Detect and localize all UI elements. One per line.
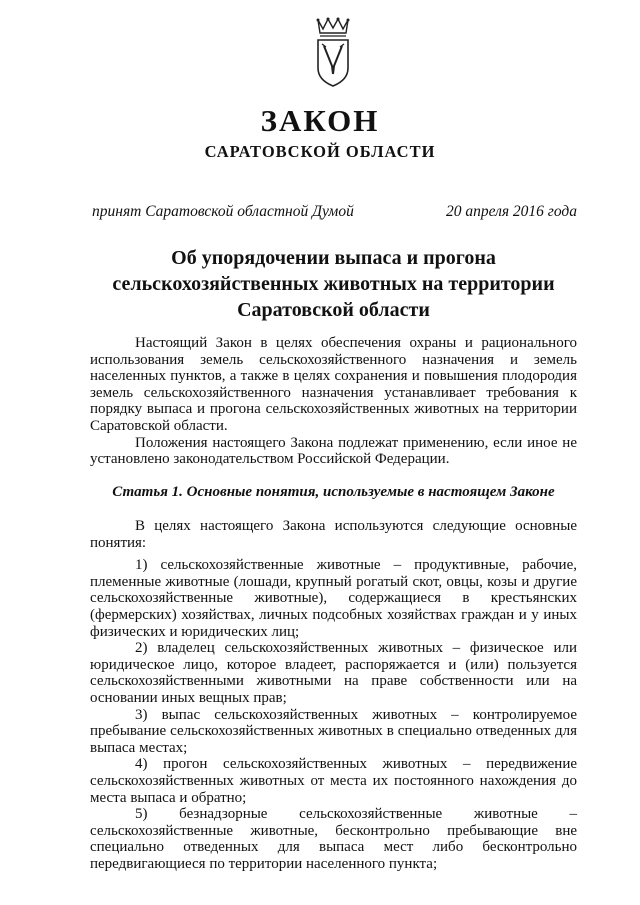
definition-item: 4) прогон сельскохозяйственных животных – передвижение сельскохозяйственных животных от места их постоянного нахождения до места выпаса и обратно; bbox=[90, 756, 577, 806]
adoption-date: 20 апреля 2016 года bbox=[445, 203, 577, 220]
saratov-coat-of-arms-icon bbox=[313, 16, 353, 88]
article-body bbox=[90, 518, 577, 872]
preamble bbox=[90, 335, 577, 468]
definition-item: 5) безнадзорные сельскохозяйственные животные – сельскохозяйственные животные, бесконтрольно пребывающие вне специально отведенных для выпаса мест либо бесконтрольно передвигающиеся по территории населенного пункта; bbox=[90, 806, 577, 872]
document-title-line: сельскохозяйственных животных на территории bbox=[112, 273, 555, 295]
law-subtitle: САРАТОВСКОЙ ОБЛАСТИ bbox=[204, 142, 436, 161]
preamble-paragraph: Положения настоящего Закона подлежат применению, если иное не установлено законодательством Российской Федерации. bbox=[90, 434, 577, 468]
document-title bbox=[90, 245, 577, 323]
article-intro: В целях настоящего Закона используются следующие основные понятия: bbox=[90, 518, 577, 551]
law-title: ЗАКОН bbox=[260, 103, 380, 138]
definition-item: 1) сельскохозяйственные животные – продуктивные, рабочие, племенные животные (лошади, крупный рогатый скот, овцы, козы и другие сельскохозяйственные животные), содержащиеся в крестьянских (фермерских) хозяйствах, личных подсобных хозяйствах граждан и у иных физических и юридических лиц; bbox=[90, 557, 577, 640]
document-title-line: Саратовской области bbox=[237, 299, 430, 321]
definition-item: 3) выпас сельскохозяйственных животных – контролируемое пребывание сельскохозяйственных животных в специально отведенных для выпаса местах; bbox=[90, 706, 577, 756]
adopted-by-text: принят Саратовской областной Думой bbox=[92, 203, 354, 220]
article-heading: Статья 1. Основные понятия, используемые в настоящем Законе bbox=[112, 484, 555, 500]
preamble-paragraph: Настоящий Закон в целях обеспечения охраны и рационального использования земель сельскохозяйственного назначения и земель населенных пунктов, а также в целях сохранения и повышения плодородия земель сельскохозяйственного назначения устанавливает требования к порядку выпаса и прогона сельскохозяйственных животных на территории Саратовской области. bbox=[90, 335, 577, 434]
document-title-line: Об упорядочении выпаса и прогона bbox=[171, 247, 496, 269]
definition-item: 2) владелец сельскохозяйственных животных – физическое или юридическое лицо, которое владеет, распоряжается и (или) пользуется сельскохозяйственными животными на праве собственности или на основании иных вещных прав; bbox=[90, 640, 577, 706]
